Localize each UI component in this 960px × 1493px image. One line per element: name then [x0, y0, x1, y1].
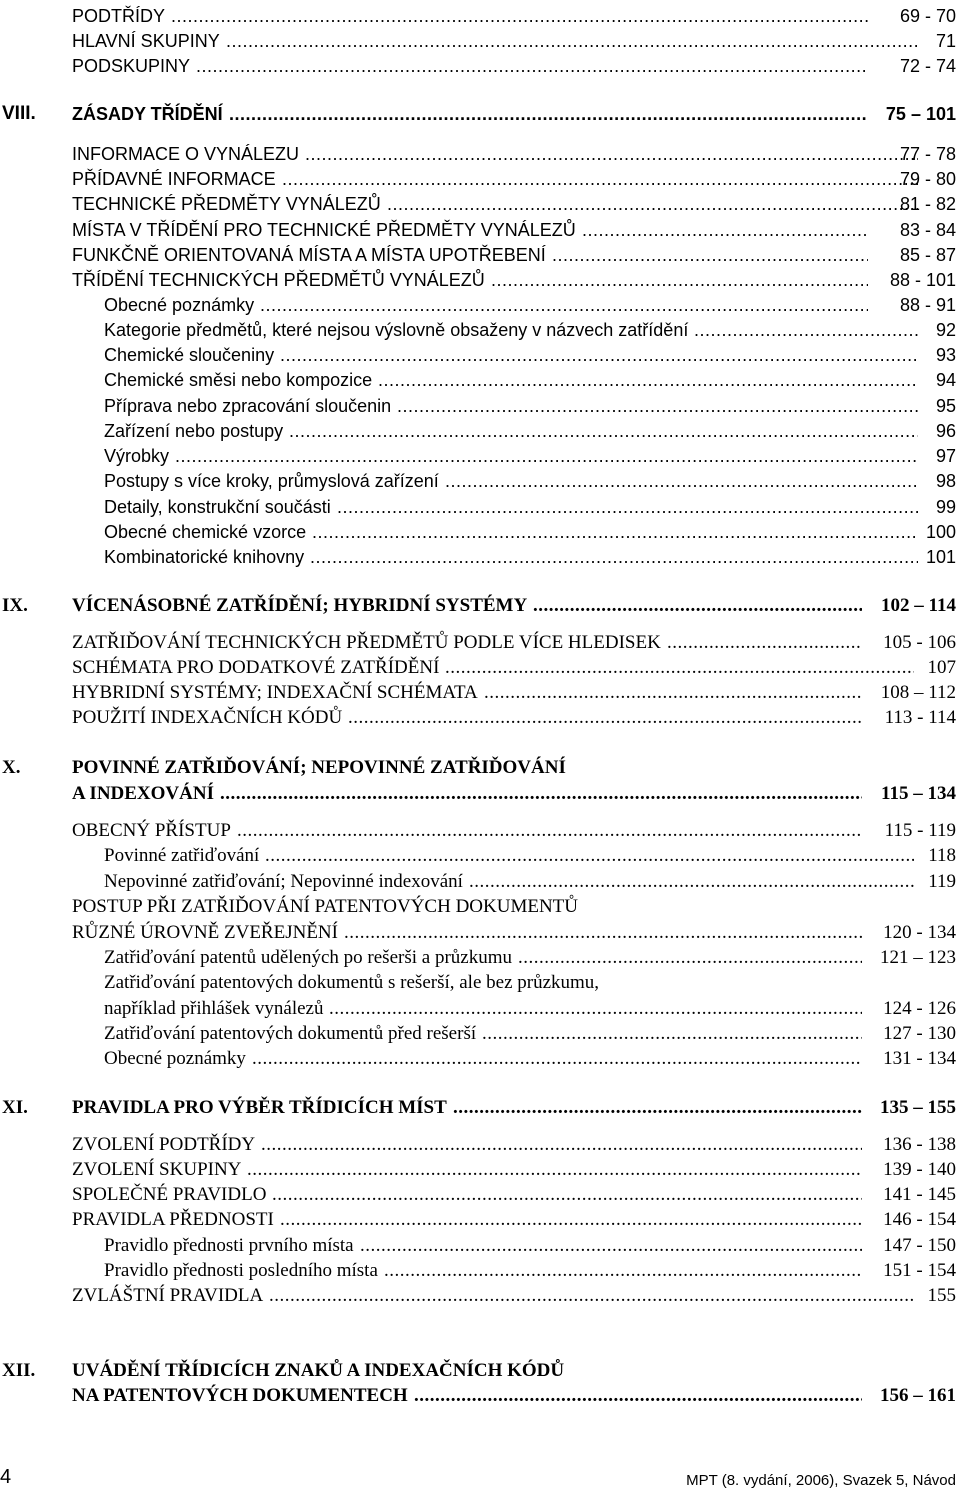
entry-title: INFORMACE O VYNÁLEZU — [72, 144, 300, 164]
dot-leader — [280, 1207, 862, 1233]
page-number: 4 — [0, 1466, 12, 1488]
dot-leader — [694, 317, 918, 343]
dot-leader — [582, 217, 868, 243]
toc-entry[interactable] — [0, 544, 960, 570]
toc-entry[interactable] — [0, 1157, 960, 1183]
page-range: 107 — [927, 657, 956, 678]
entry-title: ZVOLENÍ SKUPINY — [72, 1159, 242, 1180]
toc-entry[interactable] — [0, 894, 960, 920]
entry-title: A INDEXOVÁNÍ — [72, 783, 214, 804]
toc-entry[interactable] — [0, 818, 960, 844]
entry-title: PRAVIDLA PRO VÝBĚR TŘÍDICÍCH MÍST — [72, 1097, 447, 1118]
page-range: 97 — [935, 446, 956, 466]
entry-title: Příprava nebo zpracování sloučenin — [104, 396, 392, 416]
entry-title: SCHÉMATA PRO DODATKOVÉ ZATŘÍDĚNÍ — [72, 657, 440, 678]
dot-leader — [329, 996, 862, 1022]
dot-leader — [269, 1283, 914, 1309]
entry-title: Výrobky — [104, 446, 170, 466]
entry-title: Zatřiďování patentových dokumentů s rešerší, ale bez průzkumu, — [104, 972, 600, 993]
page-range: 98 — [935, 471, 956, 491]
entry-title: TŘÍDĚNÍ TECHNICKÝCH PŘEDMĚTŮ VYNÁLEZŮ — [72, 270, 485, 290]
page-range: 99 — [935, 497, 956, 517]
page-range: 120 - 134 — [883, 922, 956, 943]
chapter-number: X. — [2, 757, 21, 778]
dot-leader — [282, 166, 918, 192]
entry-title: MÍSTA V TŘÍDĚNÍ PRO TECHNICKÉ PŘEDMĚTY VYNÁLEZŮ — [72, 220, 576, 240]
dot-leader — [310, 544, 918, 570]
toc-entry[interactable] — [0, 141, 960, 167]
entry-title: Pravidlo přednosti posledního místa — [104, 1260, 378, 1281]
page-range: 69 - 70 — [899, 6, 956, 26]
toc-entry[interactable] — [0, 166, 960, 192]
dot-leader — [272, 1182, 862, 1208]
page-range: 101 — [925, 547, 956, 567]
toc-entry[interactable] — [0, 101, 960, 127]
toc-entry[interactable] — [0, 292, 960, 318]
page-range: 147 - 150 — [883, 1235, 956, 1256]
entry-title: Obecné poznámky — [104, 295, 255, 315]
page-range: 88 - 101 — [889, 270, 956, 290]
page-range: 75 – 101 — [885, 104, 956, 124]
entry-title: Povinné zatřiďování — [104, 845, 260, 866]
dot-leader — [384, 1258, 862, 1284]
toc-entry[interactable] — [0, 317, 960, 343]
dot-leader — [226, 28, 918, 54]
entry-title: například přihlášek vynálezů — [104, 998, 324, 1019]
dot-leader — [348, 705, 862, 731]
entry-title: POVINNÉ ZATŘIĎOVÁNÍ; NEPOVINNÉ ZATŘIĎOVÁNÍ — [72, 757, 566, 778]
entry-title: Nepovinné zatřiďování; Nepovinné indexování — [104, 871, 463, 892]
toc-entry[interactable] — [0, 1258, 960, 1284]
page-range: 119 — [928, 871, 956, 892]
entry-title: RŮZNÉ ÚROVNĚ ZVEŘEJNĚNÍ — [72, 922, 338, 943]
page-range: 127 - 130 — [883, 1023, 956, 1044]
entry-title: Chemické směsi nebo kompozice — [104, 370, 373, 390]
toc-entry[interactable] — [0, 1132, 960, 1158]
page-range: 113 - 114 — [884, 707, 956, 728]
page-range: 151 - 154 — [883, 1260, 956, 1281]
page-range: 131 - 134 — [883, 1048, 956, 1069]
page-range: 102 – 114 — [881, 595, 956, 616]
page-range: 79 - 80 — [899, 169, 956, 189]
toc-entry[interactable] — [0, 443, 960, 469]
page-range: 100 — [925, 522, 956, 542]
entry-title: ZÁSADY TŘÍDĚNÍ — [72, 104, 223, 124]
toc-entry[interactable] — [0, 519, 960, 545]
page-range: 118 — [928, 845, 956, 866]
entry-title: PODSKUPINY — [72, 56, 191, 76]
dot-leader — [445, 655, 914, 681]
entry-title: OBECNÝ PŘÍSTUP — [72, 820, 231, 841]
toc-entry[interactable] — [0, 28, 960, 54]
entry-title: FUNKČNĚ ORIENTOVANÁ MÍSTA A MÍSTA UPOTŘEBENÍ — [72, 245, 546, 265]
toc-entry[interactable] — [0, 494, 960, 520]
dot-leader — [387, 191, 918, 217]
toc-entry[interactable] — [0, 1182, 960, 1208]
page-range: 88 - 91 — [899, 295, 956, 315]
page-range: 92 — [935, 320, 956, 340]
toc-entry[interactable] — [0, 630, 960, 656]
chapter-number: XI. — [2, 1097, 28, 1118]
toc-entry[interactable] — [0, 418, 960, 444]
page-range: 115 - 119 — [884, 820, 956, 841]
entry-title: TECHNICKÉ PŘEDMĚTY VYNÁLEZŮ — [72, 194, 381, 214]
entry-title: POSTUP PŘI ZATŘIĎOVÁNÍ PATENTOVÝCH DOKUMENTŮ — [72, 896, 578, 917]
dot-leader — [344, 920, 862, 946]
dot-leader — [445, 468, 918, 494]
toc-entry[interactable] — [0, 1021, 960, 1047]
page-range: 115 – 134 — [881, 783, 956, 804]
dot-leader — [260, 292, 868, 318]
page-range: 93 — [935, 345, 956, 365]
entry-title: HLAVNÍ SKUPINY — [72, 31, 220, 51]
entry-title: HYBRIDNÍ SYSTÉMY; INDEXAČNÍ SCHÉMATA — [72, 682, 478, 703]
dot-leader — [237, 818, 862, 844]
chapter-number: VIII. — [2, 103, 36, 124]
dot-leader — [289, 418, 918, 444]
toc-entry[interactable] — [0, 1283, 960, 1309]
page-range: 124 - 126 — [883, 998, 956, 1019]
dot-leader — [196, 53, 868, 79]
page-range: 105 - 106 — [883, 632, 956, 653]
chapter-number: XII. — [2, 1360, 36, 1381]
dot-leader — [247, 1157, 862, 1183]
entry-title: PRAVIDLA PŘEDNOSTI — [72, 1209, 274, 1230]
dot-leader — [397, 393, 918, 419]
dot-leader — [337, 494, 918, 520]
entry-title: Chemické sloučeniny — [104, 345, 275, 365]
entry-title: Zatřiďování patentů udělených po rešerši a průzkumu — [104, 947, 512, 968]
toc-entry[interactable] — [0, 342, 960, 368]
dot-leader — [312, 519, 918, 545]
toc-entry[interactable] — [0, 367, 960, 393]
dot-leader — [533, 593, 862, 619]
toc-entry[interactable] — [0, 1358, 960, 1384]
toc-entry[interactable] — [0, 843, 960, 869]
toc-entry[interactable] — [0, 3, 960, 29]
page-range: 96 — [935, 421, 956, 441]
dot-leader — [482, 1021, 862, 1047]
dot-leader — [220, 781, 862, 807]
page-range: 135 – 155 — [880, 1097, 956, 1118]
dot-leader — [265, 843, 914, 869]
entry-title: PŘÍDAVNÉ INFORMACE — [72, 169, 276, 189]
toc-entry[interactable] — [0, 242, 960, 268]
footer-source: MPT (8. vydání, 2006), Svazek 5, Návod — [686, 1472, 956, 1489]
page-range: 121 – 123 — [880, 947, 956, 968]
toc-entry[interactable] — [0, 755, 960, 781]
toc-entry[interactable] — [0, 680, 960, 706]
entry-title: UVÁDĚNÍ TŘÍDICÍCH ZNAKŮ A INDEXAČNÍCH KÓDŮ — [72, 1360, 565, 1381]
page-range: 136 - 138 — [883, 1134, 956, 1155]
dot-leader — [305, 141, 918, 167]
page-range: 71 — [935, 31, 956, 51]
dot-leader — [175, 443, 918, 469]
dot-leader — [469, 869, 914, 895]
toc-entry[interactable] — [0, 1207, 960, 1233]
page-range: 81 - 82 — [899, 194, 956, 214]
entry-title: NA PATENTOVÝCH DOKUMENTECH — [72, 1385, 408, 1406]
toc-entry[interactable] — [0, 945, 960, 971]
page-range: 85 - 87 — [899, 245, 956, 265]
page-range: 72 - 74 — [899, 56, 956, 76]
toc-entry[interactable] — [0, 781, 960, 807]
dot-leader — [484, 680, 862, 706]
toc-entry[interactable] — [0, 920, 960, 946]
entry-title: ZVLÁŠTNÍ PRAVIDLA — [72, 1285, 264, 1306]
toc-entry[interactable] — [0, 593, 960, 619]
chapter-number: IX. — [2, 595, 28, 616]
toc-entry[interactable] — [0, 267, 960, 293]
page-range: 94 — [935, 370, 956, 390]
entry-title: Obecné poznámky — [104, 1048, 246, 1069]
entry-title: Postupy s více kroky, průmyslová zařízení — [104, 471, 439, 491]
toc-entry[interactable] — [0, 1233, 960, 1259]
page-range: 156 – 161 — [880, 1385, 956, 1406]
page-range: 155 — [927, 1285, 956, 1306]
dot-leader — [378, 367, 918, 393]
entry-title: SPOLEČNÉ PRAVIDLO — [72, 1184, 267, 1205]
entry-title: Zatřiďování patentových dokumentů před rešerší — [104, 1023, 477, 1044]
dot-leader — [453, 1095, 862, 1121]
dot-leader — [229, 101, 868, 127]
dot-leader — [552, 242, 868, 268]
dot-leader — [280, 342, 918, 368]
entry-title: Pravidlo přednosti prvního místa — [104, 1235, 354, 1256]
entry-title: PODTŘÍDY — [72, 6, 166, 26]
toc-entry[interactable] — [0, 970, 960, 996]
toc-entry[interactable] — [0, 705, 960, 731]
entry-title: ZATŘIĎOVÁNÍ TECHNICKÝCH PŘEDMĚTŮ PODLE VÍCE HLEDISEK — [72, 632, 661, 653]
entry-title: Detaily, konstrukční součásti — [104, 497, 331, 517]
toc-entry[interactable] — [0, 1046, 960, 1072]
dot-leader — [491, 267, 868, 293]
toc-entry[interactable] — [0, 468, 960, 494]
dot-leader — [414, 1383, 862, 1409]
toc-entry[interactable] — [0, 53, 960, 79]
dot-leader — [518, 945, 862, 971]
toc-entry[interactable] — [0, 191, 960, 217]
dot-leader — [252, 1046, 862, 1072]
toc-entry[interactable] — [0, 869, 960, 895]
toc-entry[interactable] — [0, 217, 960, 243]
dot-leader — [261, 1132, 862, 1158]
page-range: 95 — [935, 396, 956, 416]
page-range: 146 - 154 — [883, 1209, 956, 1230]
dot-leader — [171, 3, 868, 29]
toc-entry[interactable] — [0, 1383, 960, 1409]
dot-leader — [360, 1233, 862, 1259]
entry-title: POUŽITÍ INDEXAČNÍCH KÓDŮ — [72, 707, 343, 728]
dot-leader — [667, 630, 862, 656]
entry-title: VÍCENÁSOBNÉ ZATŘÍDĚNÍ; HYBRIDNÍ SYSTÉMY — [72, 595, 528, 616]
toc-entry[interactable] — [0, 393, 960, 419]
page-range: 83 - 84 — [899, 220, 956, 240]
page-range: 139 - 140 — [883, 1159, 956, 1180]
page-range: 108 – 112 — [880, 682, 956, 703]
toc-entry[interactable] — [0, 655, 960, 681]
toc-entry[interactable] — [0, 1095, 960, 1121]
page-range: 141 - 145 — [883, 1184, 956, 1205]
entry-title: Obecné chemické vzorce — [104, 522, 307, 542]
toc-entry[interactable] — [0, 996, 960, 1022]
entry-title: Kombinatorické knihovny — [104, 547, 305, 567]
entry-title: ZVOLENÍ PODTŘÍDY — [72, 1134, 256, 1155]
entry-title: Zařízení nebo postupy — [104, 421, 284, 441]
entry-title: Kategorie předmětů, které nejsou výslovně obsaženy v názvech zatřídění — [104, 320, 689, 340]
page-range: 77 - 78 — [899, 144, 956, 164]
